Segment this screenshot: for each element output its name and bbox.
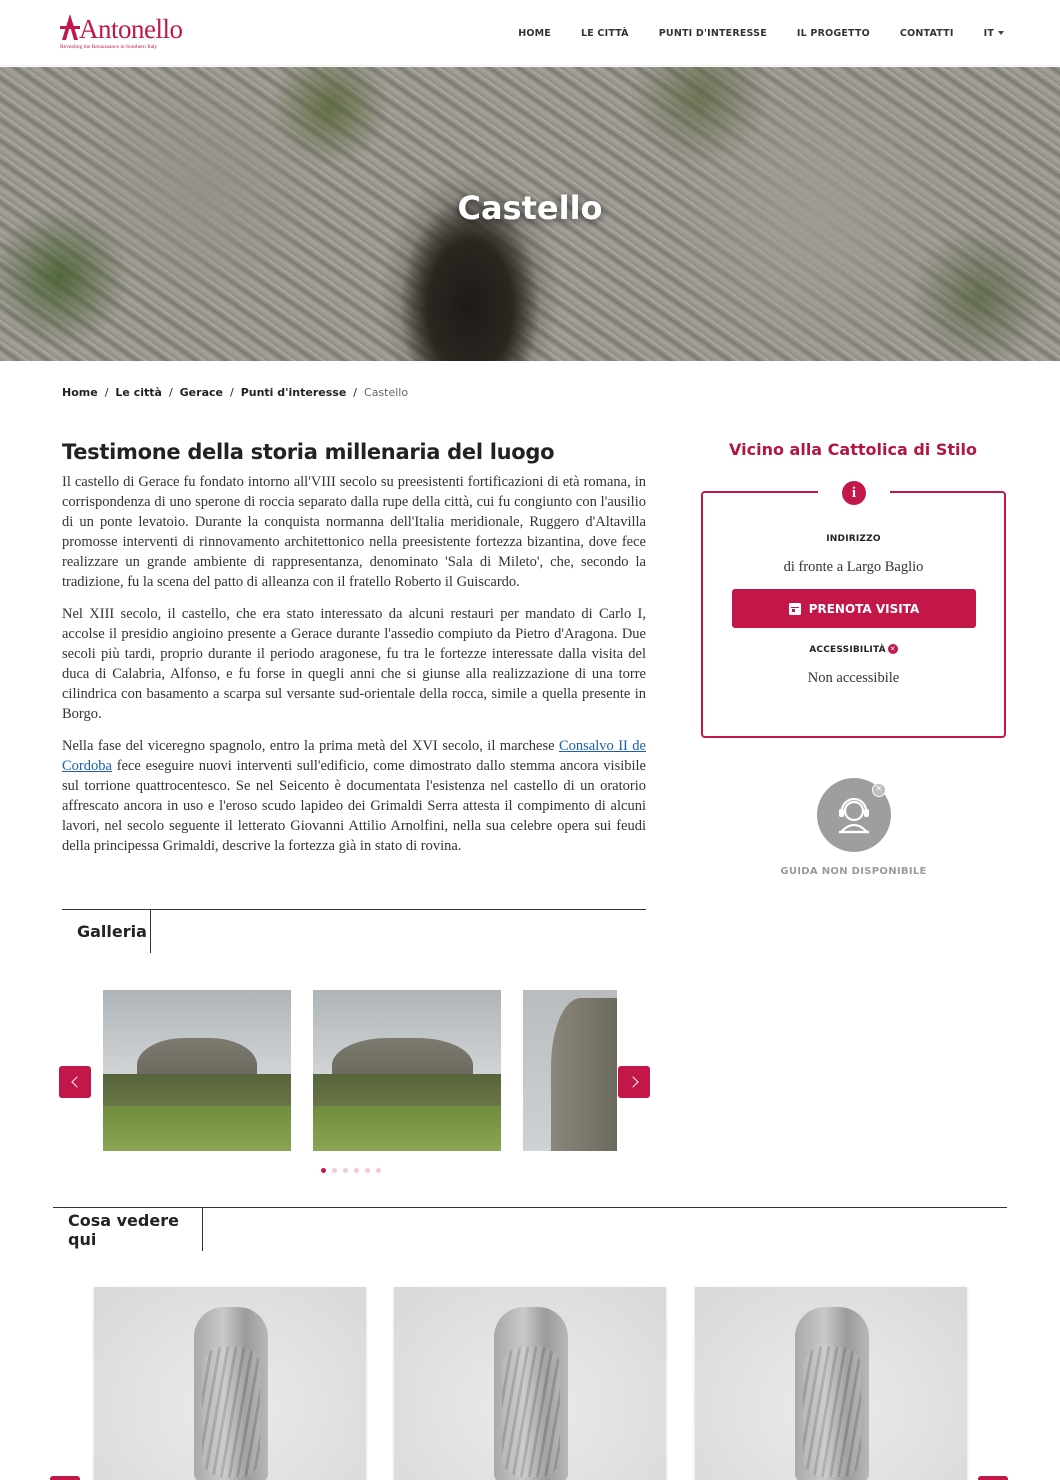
sidebar-title: Vicino alla Cattolica di Stilo [729, 440, 977, 459]
breadcrumb-punti-interesse[interactable]: Punti d'interesse [240, 386, 347, 399]
breadcrumb-home[interactable]: Home [62, 386, 98, 399]
gallery-heading: Galleria [62, 910, 151, 953]
logo-a-mark [60, 12, 80, 42]
breadcrumb-current: Castello [364, 386, 409, 399]
address-label: INDIRIZZO [826, 534, 881, 544]
language-label: IT [983, 27, 994, 39]
article [62, 440, 646, 868]
article-paragraph: Il castello di Gerace fu fondato intorno all'VIII secolo su preesistenti fortificazioni di età romana, in corrispondenza di uno sperone di roccia separato dalla rupe della città, cui fu congiunto con l'ausilio di un ponte levatoio. Durante la conquista normanna dell'Italia meridionale, Ruggero d'Altavilla promosse interventi di rinnovamento architettonico nella preesistente fortezza bizantina, dove fece realizzare un grande ambiente di rappresentanza, denominato 'Sala di Mileto', che, secondo la tradizione, fu la scena del patto di alleanza con il fratello Roberto il Guiscardo. [62, 474, 646, 590]
consalvo-link[interactable]: Consalvo II de Cordoba [62, 738, 646, 774]
article-paragraph: Nel XIII secolo, il castello, che era stato interessato da alcuni restauri per mandato di Carlo I, accolse il presidio angioino presente a Gerace durante l'assedio compiuto da Pietro d'Aragona. Due secoli più tardi, proprio durante il periodo aragonese, fu tra le fortezze interessate dalla visita del duca di Calabria, Alfonso, e fu forse in quegli anni che si giunse alla realizzazione di una torre cilindrica con basamento a scarpa sul versante sud-orientale della rocca, simile a quella presente in Borgo. [62, 606, 646, 722]
gallery-prev-button[interactable] [59, 1066, 91, 1098]
gallery-image[interactable] [313, 990, 501, 1151]
poi-card[interactable] [394, 1287, 666, 1480]
book-visit-label: PRENOTA VISITA [808, 601, 920, 616]
language-selector[interactable] [984, 28, 1004, 39]
breadcrumb-le-citta[interactable]: Le città [115, 386, 162, 399]
gallery-dot[interactable] [343, 1168, 348, 1173]
gallery-dot[interactable] [376, 1168, 381, 1173]
statue-image [194, 1307, 268, 1480]
site-logo[interactable] [60, 14, 183, 54]
nav-contatti[interactable]: CONTATTI [899, 27, 954, 39]
book-visit-button[interactable] [732, 589, 976, 628]
breadcrumb-gerace[interactable]: Gerace [179, 386, 223, 399]
accessibility-value: Non accessibile [807, 670, 900, 686]
address-value: di fronte a Largo Baglio [783, 559, 924, 575]
site-header [0, 0, 1060, 66]
gallery-image[interactable] [523, 990, 617, 1151]
breadcrumb-separator: / [168, 386, 173, 399]
paragraph-text: Nella fase del viceregno spagnolo, entro la prima metà del XVI secolo, il marchese [62, 738, 559, 754]
nav-le-citta[interactable]: LE CITTÀ [580, 27, 629, 39]
logo-tagline: Revealing the Renaissance in Southern Italy [60, 44, 158, 50]
calendar-icon [789, 603, 801, 615]
gallery-next-button[interactable] [618, 1066, 650, 1098]
article-paragraph [62, 736, 646, 856]
paragraph-text: fece eseguire nuovi interventi sull'edificio, come dimostrato dallo stemma ancora visibile sul torrione quattrocentesco. Se nel Seicento è documentata l'esistenza nel castello di un oratorio affrescato ancora in uso e l'eroso scudo lapideo dei Grimaldi Serra attesta il compimento di alcuni lavori, nel secolo seguente il letterato Giovanni Attilio Arnolfini, nella sua celebre opera sui feudi della principessa Grimaldi, descrive la fortezza già in stato di rovina. [62, 758, 646, 854]
see-here-heading: Cosa vedere qui [53, 1208, 203, 1251]
chevron-right-icon [627, 1076, 638, 1087]
nav-home[interactable]: HOME [518, 27, 551, 39]
nav-il-progetto[interactable]: IL PROGETTO [796, 27, 870, 39]
statue-image [494, 1307, 568, 1480]
carousel-next-button[interactable] [978, 1476, 1008, 1480]
gallery-dot[interactable] [332, 1168, 337, 1173]
breadcrumb-separator: / [104, 386, 109, 399]
accessibility-label-text: ACCESSIBILITÀ [809, 645, 886, 655]
gallery-dot[interactable] [365, 1168, 370, 1173]
poi-card[interactable] [94, 1287, 366, 1480]
poi-card[interactable] [695, 1287, 967, 1480]
breadcrumb-separator: / [229, 386, 234, 399]
article-heading: Testimone della storia millenaria del luogo [62, 440, 555, 464]
accessibility-label [701, 644, 1006, 655]
nav-punti-interesse[interactable]: PUNTI D'INTERESSE [658, 27, 767, 39]
main-nav [518, 0, 1004, 66]
gallery-pagination [321, 1168, 381, 1173]
statue-image [795, 1307, 869, 1480]
logo-text: Antonello [79, 14, 183, 44]
close-circle-icon: ✕ [889, 645, 896, 653]
chevron-left-icon [71, 1076, 82, 1087]
close-icon: × [872, 783, 886, 797]
caret-down-icon [998, 31, 1004, 35]
carousel-prev-button[interactable] [50, 1476, 80, 1480]
page-title: Castello [457, 189, 603, 227]
breadcrumb [62, 386, 408, 399]
breadcrumb-separator: / [353, 386, 358, 399]
hero-banner [0, 67, 1060, 361]
gallery-dot[interactable] [354, 1168, 359, 1173]
guide-unavailable-label: GUIDA NON DISPONIBILE [780, 866, 927, 877]
gallery-dot[interactable] [321, 1168, 326, 1173]
info-icon: i [842, 481, 866, 505]
gallery-image[interactable] [103, 990, 291, 1151]
